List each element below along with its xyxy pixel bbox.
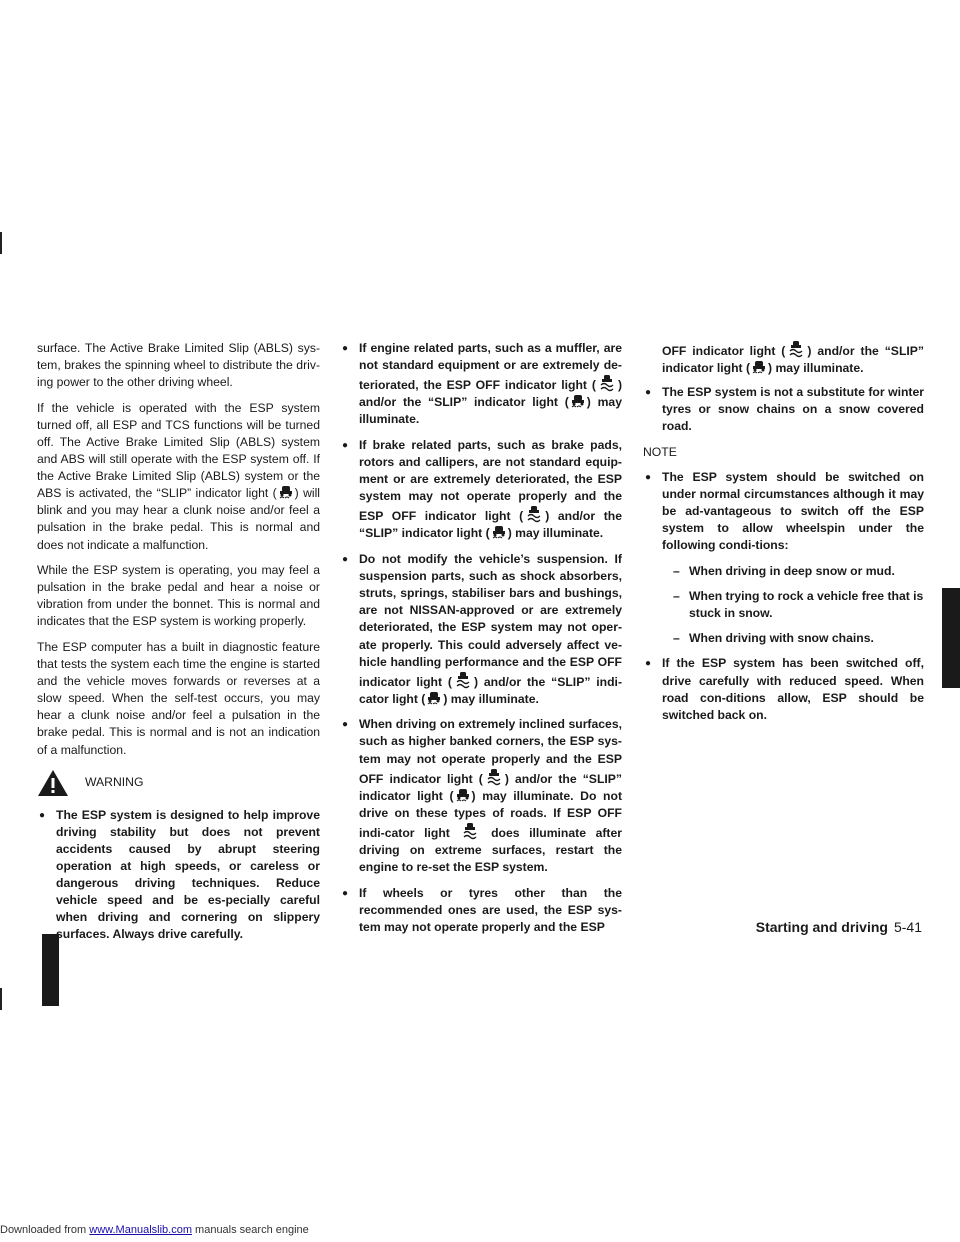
paragraph: While the ESP system is operating, you may feel a pulsation in the brake pedal and hear a noise or vibration from under the bonnet. This is normal and indicates that the ESP system is working properly. (37, 563, 320, 629)
list-item: ● The ESP system should be switched on under normal circumstances although it may be ad-vantageous to switch off the ESP system to allow wheelspin under the following condi-tions: (643, 469, 924, 554)
slip-indicator-icon (569, 394, 587, 409)
esp-off-indicator-icon (459, 822, 481, 840)
text-column-3 (643, 340, 924, 732)
warning-triangle-icon (37, 769, 69, 797)
paragraph: The ESP computer has a built in diagnostic feature that tests the system each time the engine is started and the vehicle moves forwards or reverses at a slow speed. When the self-test occurs, you may hear a clunk noise and/or feel a pulsation in the brake pedal. This is normal and is not an indication of a malfunction. (37, 640, 320, 757)
esp-off-indicator-icon (523, 505, 545, 523)
list-item: ● When driving on extremely inclined surfaces, such as higher banked corners, the ESP sys-tem may not operate properly and the ESP OFF indicator light ( ) and/or the “SLIP” indicator light ( ) may illuminate. Do not drive on these types of roads. If ESP OFF indi-cator light does illuminate after driving on extreme surfaces, restart the engine to re-set the ESP system. (340, 716, 622, 876)
list-item: ● If brake related parts, such as brake pads, rotors and callipers, are not standard equip-ment or are extremely deteriorated, the ESP system may not operate properly and the ESP OFF indicator light ( ) and/or the “SLIP” indicator light ( ) may illuminate. (340, 437, 622, 543)
esp-off-indicator-icon (785, 340, 807, 358)
section-title: Starting and driving (755, 919, 888, 935)
list-item: ● The ESP system is not a substitute for winter tyres or snow chains on a snow covered road. (643, 384, 924, 435)
section-thumb-tab (942, 588, 960, 688)
esp-off-indicator-icon (483, 768, 505, 786)
slip-indicator-icon (425, 691, 443, 706)
list-item: ● If engine related parts, such as a muffler, are not standard equipment or are extremely de-teriorated, the ESP OFF indicator light ( ) and/or the “SLIP” indicator light ( ) may illuminate. (340, 340, 622, 428)
page-footer (756, 919, 922, 935)
list-item: ● Do not modify the vehicle’s suspension. If suspension parts, such as shock absorbers, struts, springs, stabiliser bars and bushings, are not NISSAN-approved or are extremely deteriorated, the ESP system may not oper-ate properly. This could adversely affect ve-hicle handling performance and the ESP OFF indicator light ( ) and/or the “SLIP” indi-cator light ( ) may illuminate. (340, 551, 622, 708)
dash-item: – When driving with snow chains. (673, 631, 874, 646)
list-item: ● If the ESP system has been switched off, drive carefully with reduced speed. When road con-ditions allow, ESP should be switched back on. (643, 655, 924, 723)
note-heading: NOTE (643, 444, 677, 459)
list-item: ● If wheels or tyres other than the recommended ones are used, the ESP sys-tem may not operate properly and the ESP (340, 885, 622, 936)
warning-heading: WARNING (37, 769, 320, 797)
download-banner: Downloaded from www.Manualslib.com manuals search engine (0, 1224, 309, 1236)
crop-mark (0, 232, 2, 254)
paragraph: surface. The Active Brake Limited Slip (ABLS) sys-tem, brakes the spinning wheel to distribute the driv-ing power to the other driving wheel. (37, 341, 320, 390)
slip-indicator-icon (490, 525, 508, 540)
text-column-2 (340, 340, 622, 945)
dash-item: – When driving in deep snow or mud. (673, 564, 895, 579)
text-column-1 (37, 340, 320, 952)
dash-item: – When trying to rock a vehicle free that is stuck in snow. (673, 589, 924, 621)
manualslib-link[interactable]: www.Manualslib.com (89, 1224, 192, 1236)
page-number: 5-41 (893, 919, 922, 935)
slip-indicator-icon (277, 485, 295, 500)
crop-mark (0, 988, 2, 1010)
esp-off-indicator-icon (596, 374, 618, 392)
slip-indicator-icon (454, 788, 472, 803)
slip-indicator-icon (750, 360, 768, 375)
paragraph: If the vehicle is operated with the ESP system turned off, all ESP and TCS functions will be turned off. The Active Brake Limited Slip (ABLS) system and ABS will still operate with the ESP system off. If the Active Brake Limited Slip (ABLS) system or the ABS is activated, the “SLIP” indicator light ( ) will blink and you may hear a clunk noise and/or feel a pulsation in the brake pedal. This is normal and does not indicate a malfunction. (37, 400, 320, 552)
esp-off-indicator-icon (452, 671, 474, 689)
list-item-continuation: OFF indicator light ( ) and/or the “SLIP” indicator light ( ) may illuminate. (643, 340, 924, 377)
list-item: ● The ESP system is designed to help improve driving stability but does not prevent accidents caused by abrupt steering operation at high speeds, or careless or dangerous driving techniques. Reduce vehicle speed and be es-pecially careful when driving and cornering on slippery surfaces. Always drive carefully. (37, 807, 320, 944)
